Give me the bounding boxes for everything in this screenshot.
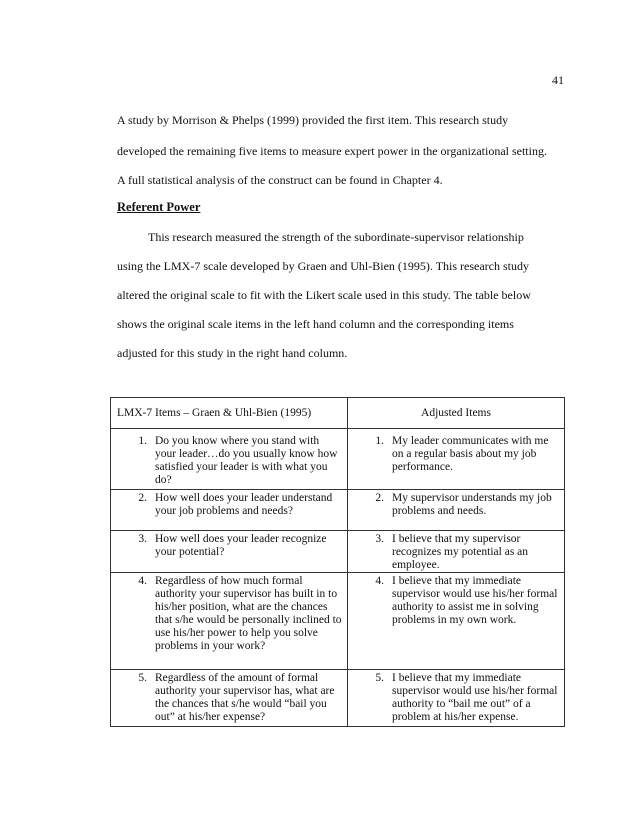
item-text: I believe that my supervisor recognizes my potential as an employee.: [392, 533, 529, 571]
item-text: My supervisor understands my job problems and needs.: [392, 492, 552, 517]
item-text: How well does your leader understand your job problems and needs?: [155, 492, 333, 517]
paragraph-line: adjusted for this study in the right hand column.: [117, 346, 348, 360]
item-text: Do you know where you stand with your leader…do you usually know how satisfied your leader is with what you do?: [155, 435, 338, 486]
table-row: [111, 429, 565, 490]
item-text: How well does your leader recognize your potential?: [155, 533, 327, 558]
column-header-right: Adjusted Items: [348, 398, 565, 429]
item-number: 5.: [375, 672, 384, 684]
table-cell-right: [348, 573, 565, 670]
table-header-row: [111, 398, 565, 429]
table-row: [111, 531, 565, 573]
table-cell-right: [348, 670, 565, 727]
item-number: 4.: [375, 575, 384, 587]
item-number: 1.: [375, 435, 384, 447]
paragraph-line: using the LMX-7 scale developed by Graen and Uhl-Bien (1995). This research study: [117, 259, 530, 273]
table-row: [111, 490, 565, 531]
page-number: 41: [552, 73, 564, 87]
table-row: [111, 670, 565, 727]
paragraph-line: altered the original scale to fit with the Likert scale used in this study. The table below: [117, 288, 531, 302]
comparison-table: [110, 397, 565, 727]
table-cell-left: [111, 429, 348, 490]
paragraph-line: shows the original scale items in the left hand column and the corresponding items: [117, 317, 514, 331]
table-cell-left: [111, 670, 348, 727]
item-text: Regardless of how much formal authority your supervisor has built in to his/her position, what are the chances that s/he would be personally inclined to use his/her power to help you solve problems in your work?: [155, 575, 342, 652]
table-cell-left: [111, 531, 348, 573]
paragraph-line: A study by Morrison & Phelps (1999) provided the first item. This research study: [117, 113, 509, 127]
paragraph-line: A full statistical analysis of the construct can be found in Chapter 4.: [117, 173, 443, 187]
item-text: My leader communicates with me on a regular basis about my job performance.: [392, 435, 549, 473]
item-number: 2.: [138, 492, 147, 504]
paragraph-line: developed the remaining five items to measure expert power in the organizational setting.: [117, 144, 547, 158]
table-cell-right: [348, 490, 565, 531]
table-cell-right: [348, 531, 565, 573]
item-number: 1.: [138, 435, 147, 447]
table-row: [111, 573, 565, 670]
paragraph-line: This research measured the strength of the subordinate-supervisor relationship: [148, 230, 524, 244]
table-cell-left: [111, 573, 348, 670]
table-cell-right: [348, 429, 565, 490]
item-number: 3.: [375, 533, 384, 545]
table-cell-left: [111, 490, 348, 531]
item-text: Regardless of the amount of formal authority your supervisor has, what are the chances that s/he would “bail you out” at his/her expense?: [155, 672, 335, 723]
item-number: 2.: [375, 492, 384, 504]
column-header-left: LMX-7 Items – Graen & Uhl-Bien (1995): [111, 398, 348, 429]
item-text: I believe that my immediate supervisor would use his/her formal authority to assist me in solving problems in my own work.: [392, 575, 558, 626]
item-number: 3.: [138, 533, 147, 545]
section-heading: Referent Power: [117, 200, 201, 214]
item-text: I believe that my immediate supervisor would use his/her formal authority to “bail me out” of a problem at his/her expense.: [392, 672, 558, 723]
item-number: 5.: [138, 672, 147, 684]
item-number: 4.: [138, 575, 147, 587]
